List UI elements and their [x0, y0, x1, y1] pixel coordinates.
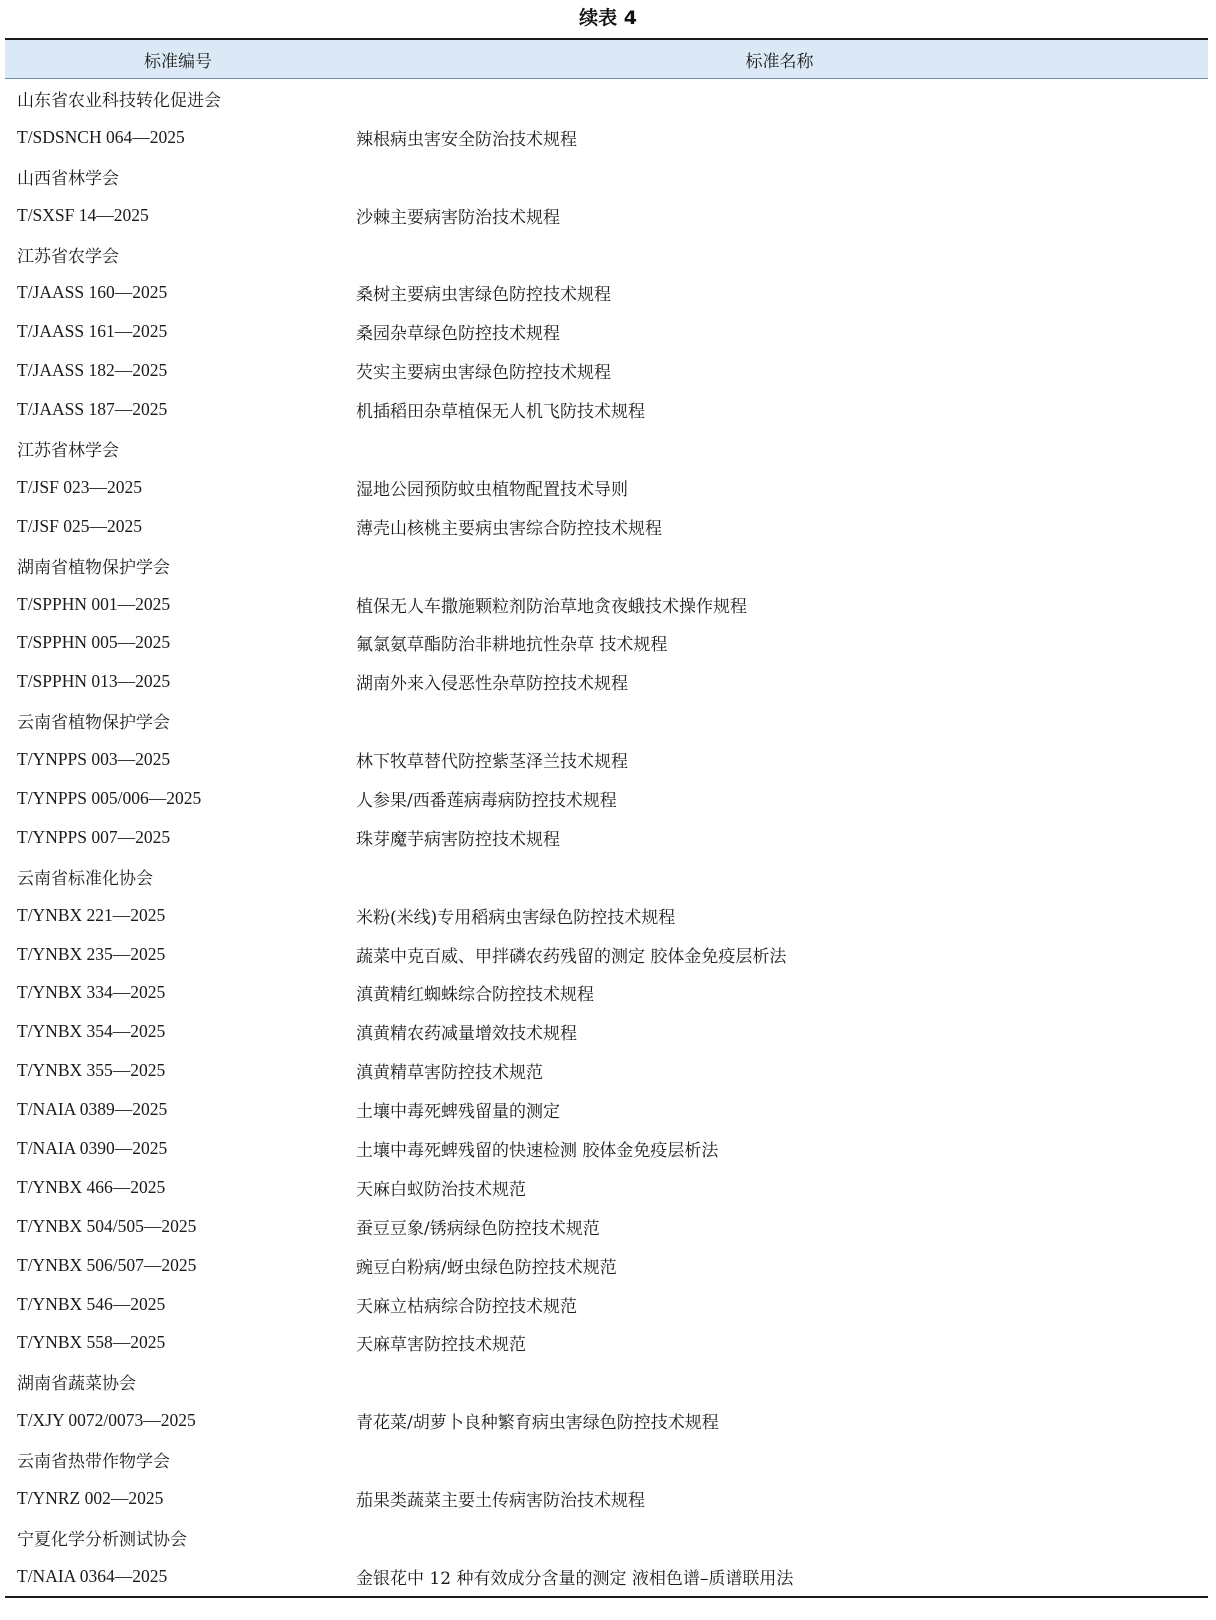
- table-row: [5, 779, 1208, 818]
- standard-name: 蚕豆豆象/锈病绿色防控技术规范: [356, 1218, 600, 1239]
- table-row: [5, 390, 1208, 429]
- table-row: [5, 740, 1208, 779]
- table-row: [5, 312, 1208, 351]
- standard-name: 湿地公园预防蚊虫植物配置技术导则: [356, 479, 628, 500]
- standard-name: 滇黄精农药减量增效技术规程: [356, 1024, 577, 1045]
- standard-code: T/JSF 023—2025: [17, 476, 142, 497]
- standard-code: T/YNBX 558—2025: [17, 1332, 166, 1353]
- standard-name: 珠芽魔芋病害防控技术规程: [356, 829, 560, 850]
- standard-code: T/YNPPS 005/006—2025: [17, 787, 202, 808]
- table-row: [5, 351, 1208, 390]
- organization-name: 云南省标准化协会: [17, 868, 153, 889]
- standard-code: T/YNRZ 002—2025: [17, 1488, 164, 1508]
- table-row: [5, 662, 1208, 701]
- standard-code: T/SDSNCH 064—2025: [17, 126, 185, 147]
- organization-name: 云南省植物保护学会: [17, 713, 170, 734]
- standard-name: 米粉(米线)专用稻病虫害绿色防控技术规程: [356, 907, 676, 928]
- standard-code: T/NAIA 0389—2025: [17, 1099, 168, 1120]
- organization-name: 宁夏化学分析测试协会: [17, 1529, 187, 1550]
- table-row: [5, 818, 1208, 857]
- table-row: [5, 1129, 1208, 1168]
- standard-name: 滇黄精草害防控技术规范: [356, 1063, 543, 1084]
- table-row: [5, 1012, 1208, 1051]
- table-row: [5, 118, 1208, 157]
- organization-name: 山东省农业科技转化促进会: [17, 90, 221, 111]
- organization-row: [5, 1440, 1208, 1479]
- standard-code: T/YNBX 466—2025: [17, 1176, 166, 1197]
- standard-code: T/YNBX 506/507—2025: [17, 1254, 197, 1275]
- table-row: [5, 196, 1208, 235]
- standard-name: 豌豆白粉病/蚜虫绿色防控技术规范: [356, 1257, 617, 1278]
- standard-name: 滇黄精红蜘蛛综合防控技术规程: [356, 985, 594, 1006]
- table-row: [5, 1090, 1208, 1129]
- table-row: [5, 1168, 1208, 1207]
- standard-code: T/NAIA 0364—2025: [17, 1565, 168, 1586]
- table-caption: 续表 4: [579, 7, 637, 29]
- table-row: [5, 1207, 1208, 1246]
- standard-code: T/YNPPS 003—2025: [17, 749, 171, 770]
- standard-code: T/YNPPS 007—2025: [17, 826, 171, 847]
- organization-row: [5, 79, 1208, 118]
- table-row: [5, 1479, 1208, 1518]
- organization-name: 江苏省农学会: [17, 246, 119, 267]
- organization-row: [5, 701, 1208, 740]
- standard-name: 芡实主要病虫害绿色防控技术规程: [356, 363, 611, 384]
- standard-code: T/SPPHN 013—2025: [17, 671, 171, 692]
- standard-code: T/SPPHN 001—2025: [17, 593, 171, 614]
- organization-name: 江苏省林学会: [17, 440, 119, 461]
- table-body: [5, 79, 1208, 1596]
- standard-name: 辣根病虫害安全防治技术规程: [356, 129, 577, 150]
- standard-code: T/JSF 025—2025: [17, 515, 142, 536]
- table-row: [5, 1401, 1208, 1440]
- standard-name: 天麻立枯病综合防控技术规范: [356, 1296, 577, 1317]
- standard-name: 沙棘主要病害防治技术规程: [356, 207, 560, 228]
- standard-code: T/YNBX 546—2025: [17, 1293, 166, 1314]
- table-row: [5, 896, 1208, 935]
- table-bottom-rule: [5, 1596, 1208, 1598]
- standard-name: 天麻白蚁防治技术规范: [356, 1179, 526, 1200]
- standards-table: [5, 38, 1208, 1596]
- standard-name: 青花菜/胡萝卜良种繁育病虫害绿色防控技术规程: [356, 1413, 719, 1434]
- standard-name: 金银花中 12 种有效成分含量的测定 液相色谱–质谱联用法: [356, 1568, 794, 1589]
- organization-name: 云南省热带作物学会: [17, 1452, 170, 1473]
- standard-code: T/YNBX 354—2025: [17, 1021, 166, 1042]
- table-row: [5, 973, 1208, 1012]
- table-row: [5, 1285, 1208, 1324]
- table-row: [5, 507, 1208, 546]
- organization-row: [5, 1362, 1208, 1401]
- table-row: [5, 935, 1208, 974]
- organization-row: [5, 546, 1208, 585]
- standard-name: 植保无人车撒施颗粒剂防治草地贪夜蛾技术操作规程: [356, 596, 747, 617]
- organization-name: 湖南省蔬菜协会: [17, 1374, 136, 1395]
- table-row: [5, 585, 1208, 624]
- table-row: [5, 1051, 1208, 1090]
- standard-name: 林下牧草替代防控紫茎泽兰技术规程: [356, 752, 628, 773]
- standard-name: 机插稻田杂草植保无人机飞防技术规程: [356, 402, 645, 423]
- standard-code: T/XJY 0072/0073—2025: [17, 1410, 196, 1431]
- standard-name: 桑园杂草绿色防控技术规程: [356, 324, 560, 345]
- column-header-code: 标准编号: [144, 51, 212, 72]
- standard-name: 氟氯氨草酯防治非耕地抗性杂草 技术规程: [356, 635, 668, 656]
- standard-code: T/JAASS 187—2025: [17, 399, 168, 420]
- standard-name: 土壤中毒死蜱残留量的测定: [356, 1102, 560, 1123]
- standard-name: 人参果/西番莲病毒病防控技术规程: [356, 790, 617, 811]
- table-row: [5, 1557, 1208, 1596]
- table-row: [5, 623, 1208, 662]
- standard-name: 土壤中毒死蜱残留的快速检测 胶体金免疫层析法: [356, 1140, 719, 1161]
- organization-row: [5, 857, 1208, 896]
- standard-name: 湖南外来入侵恶性杂草防控技术规程: [356, 674, 628, 695]
- table-row: [5, 468, 1208, 507]
- standard-code: T/YNBX 355—2025: [17, 1060, 166, 1081]
- organization-name: 湖南省植物保护学会: [17, 557, 170, 578]
- standard-code: T/JAASS 182—2025: [17, 360, 168, 381]
- standard-code: T/YNBX 221—2025: [17, 904, 166, 925]
- standard-code: T/YNBX 334—2025: [17, 982, 166, 1003]
- column-header-name: 标准名称: [745, 51, 814, 72]
- standard-name: 薄壳山核桃主要病虫害综合防控技术规程: [356, 518, 662, 539]
- table-row: [5, 273, 1208, 312]
- standard-name: 桑树主要病虫害绿色防控技术规程: [356, 285, 611, 306]
- organization-name: 山西省林学会: [17, 168, 119, 189]
- standard-code: T/NAIA 0390—2025: [17, 1137, 168, 1158]
- table-row: [5, 1246, 1208, 1285]
- organization-row: [5, 429, 1208, 468]
- standard-code: T/JAASS 161—2025: [17, 321, 168, 342]
- organization-row: [5, 235, 1208, 274]
- organization-row: [5, 1518, 1208, 1557]
- standard-code: T/YNBX 504/505—2025: [17, 1215, 197, 1236]
- standard-name: 茄果类蔬菜主要土传病害防治技术规程: [356, 1491, 645, 1511]
- standard-code: T/SPPHN 005—2025: [17, 632, 171, 653]
- standard-code: T/JAASS 160—2025: [17, 282, 168, 303]
- standard-code: T/YNBX 235—2025: [17, 943, 166, 964]
- standard-name: 蔬菜中克百威、甲拌磷农药残留的测定 胶体金免疫层析法: [356, 946, 787, 967]
- standard-code: T/SXSF 14—2025: [17, 204, 149, 225]
- standard-name: 天麻草害防控技术规范: [356, 1335, 526, 1356]
- table-row: [5, 1324, 1208, 1363]
- table-header: [5, 40, 1208, 79]
- organization-row: [5, 157, 1208, 196]
